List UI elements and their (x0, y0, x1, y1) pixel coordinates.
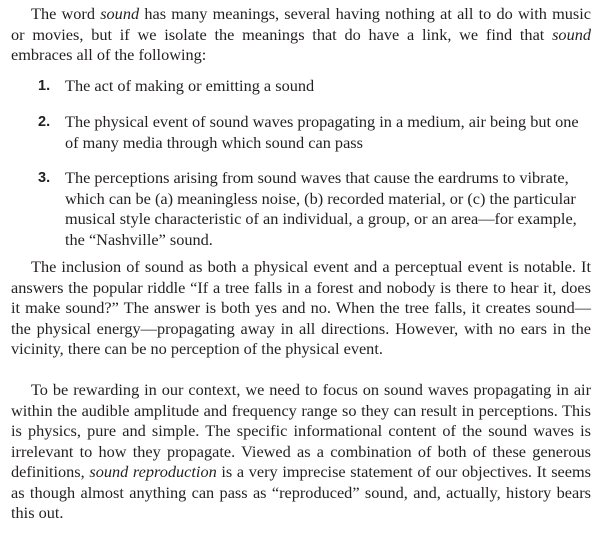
list-item-text: The perceptions arising from sound waves that cause the eardrums to vibrate, which can be (a) meaningless noise, (b) recorded material, or (c) the particular musical style characteristic of an individual, a group, or an area—for example, the “Nashville” sound. (65, 168, 577, 249)
text: To be rewarding in our context, we need to focus on sound waves propagating in air within the audible amplitude and frequency range so they can result in perceptions. This is physics, pure and simple. The specific informational content of the sound waves is irrelevant to how they propagate. Viewed as a combination of both of these generous definitions, (11, 380, 591, 481)
text: is a very imprecise statement of our objectives. It seems as though almost anything can pass as “reproduced” sound, and, actually, history bears this out. (11, 462, 592, 522)
list-number: 1. (38, 78, 51, 94)
text: has many meanings, several having nothing at all to do with music or movies, but if we isolate the meanings that do have a link, we find that (11, 4, 591, 44)
list-item (38, 112, 586, 153)
list-number: 2. (38, 114, 51, 130)
emphasis-sound: sound (100, 4, 140, 23)
text: The word (31, 4, 101, 23)
emphasis-sound: sound (552, 24, 591, 44)
paragraph-sound-meanings (11, 4, 591, 66)
paragraph-physical-perceptual: The inclusion of sound as both a physical event and a perceptual event is notable. It answers the popular riddle “If a tree falls in a forest and nobody is there to hear it, does it make sound?” The answer is both yes and no. When the tree falls, it creates sound—the physical energy—propagating away in all directions. However, with no ears in the vicinity, there can be no perception of the physical event. (11, 257, 591, 358)
paragraph-context (11, 380, 591, 524)
text: embraces all of the following: (11, 45, 207, 64)
list-item (38, 168, 586, 250)
list-item-text: The physical event of sound waves propagating in a medium, air being but one of many media through which sound can pass (65, 112, 579, 152)
list-item-text: The act of making or emitting a sound (65, 76, 315, 95)
emphasis-sound-reproduction: sound reproduction (89, 462, 217, 481)
list-number: 3. (38, 170, 51, 186)
list-item (38, 76, 314, 97)
